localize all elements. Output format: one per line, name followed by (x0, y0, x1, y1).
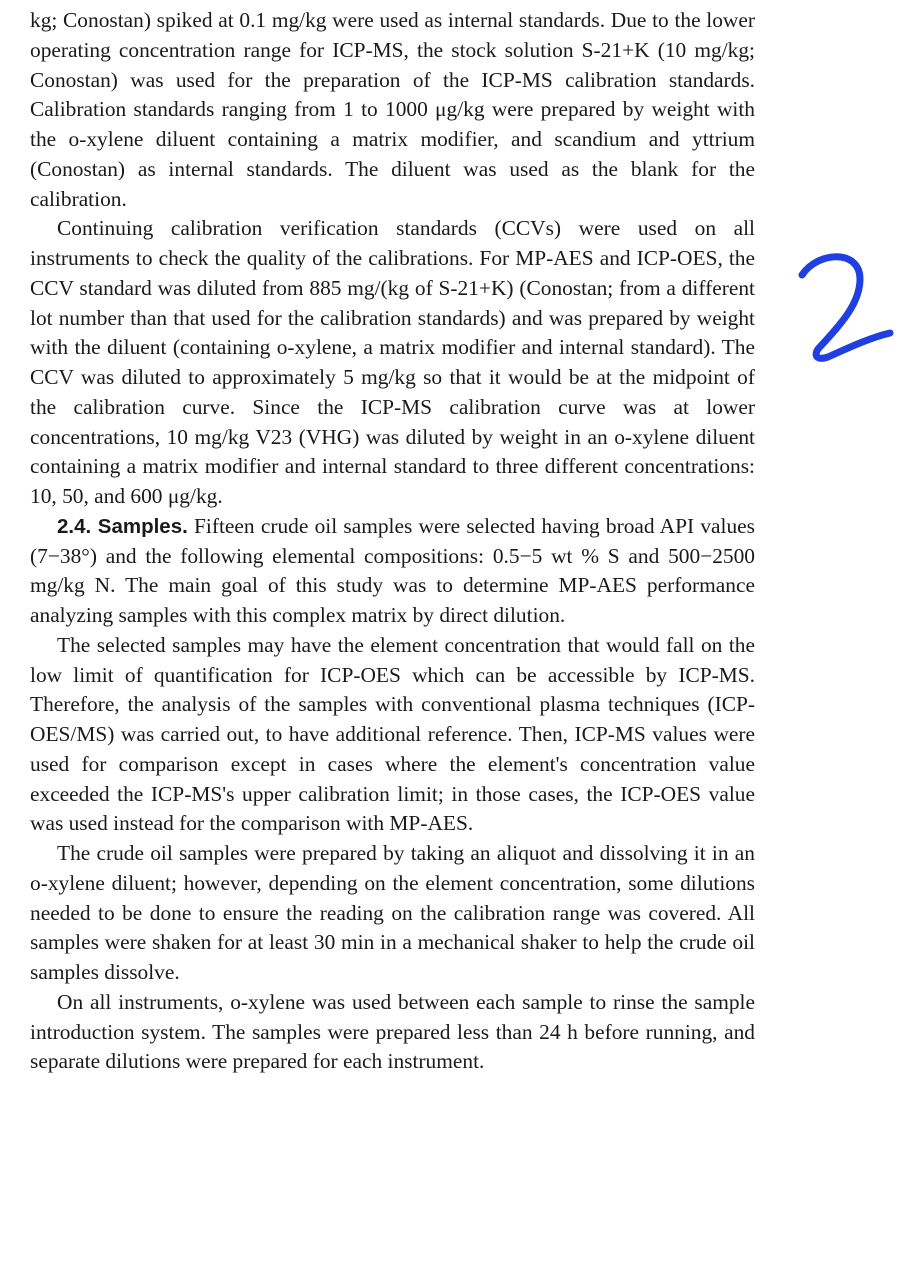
paragraph-samples-body: Fifteen crude oil samples were selected having broad API values (7−38°) and the following elemental compositions: 0.5−5 wt % S and 500−2500 mg/kg N. The main goal of this study was to determine MP-AES performance analyzing samples with this complex matrix by direct dilution. (30, 513, 755, 627)
section-heading-samples: 2.4. Samples. (57, 514, 188, 538)
handwritten-number-mark (788, 245, 898, 375)
handwritten-two-stroke (802, 257, 890, 359)
text-column (30, 6, 755, 1077)
paragraph-rinse-procedure: On all instruments, o-xylene was used between each sample to rinse the sample introduction system. The samples were prepared less than 24 h before running, and separate dilutions were prepared for each instrument. (30, 989, 755, 1074)
paragraph-calibration-standards: kg; Conostan) spiked at 0.1 mg/kg were used as internal standards. Due to the lower operating concentration range for ICP-MS, the stock solution S-21+K (10 mg/kg; Conostan) was used for the preparation of the ICP-MS calibration standards. Calibration standards ranging from 1 to 1000 μg/kg were prepared by weight with the o-xylene diluent containing a matrix modifier, and scandium and yttrium (Conostan) as internal standards. The diluent was used as the blank for the calibration. (30, 8, 755, 211)
paragraph-ccv-standards: Continuing calibration verification standards (CCVs) were used on all instruments to check the quality of the calibrations. For MP-AES and ICP-OES, the CCV standard was diluted from 885 mg/(kg of S-21+K) (Conostan; from a different lot number than that used for the calibration standards) and was prepared by weight with the diluent (containing o-xylene, a matrix modifier and internal standard). The CCV was diluted to approximately 5 mg/kg so that it would be at the midpoint of the calibration curve. Since the ICP-MS calibration curve was at lower concentrations, 10 mg/kg V23 (VHG) was diluted by weight in an o-xylene diluent containing a matrix modifier and internal standard to three different concentrations: 10, 50, and 600 μg/kg. (30, 216, 755, 508)
paragraph-sample-preparation: The crude oil samples were prepared by taking an aliquot and dissolving it in an o-xylene diluent; however, depending on the element concentration, some dilutions needed to be done to ensure the reading on the calibration range was covered. All samples were shaken for at least 30 min in a mechanical shaker to help the crude oil samples dissolve. (30, 841, 755, 984)
paragraph-samples (30, 512, 755, 631)
paragraph-sample-concentrations: The selected samples may have the element concentration that would fall on the low limit of quantification for ICP-OES which can be accessible by ICP-MS. Therefore, the analysis of the samples with conventional plasma techniques (ICP-OES/MS) was carried out, to have additional reference. Then, ICP-MS values were used for comparison except in cases where the element's concentration value exceeded the ICP-MS's upper calibration limit; in those cases, the ICP-OES value was used instead for the comparison with MP-AES. (30, 632, 755, 836)
